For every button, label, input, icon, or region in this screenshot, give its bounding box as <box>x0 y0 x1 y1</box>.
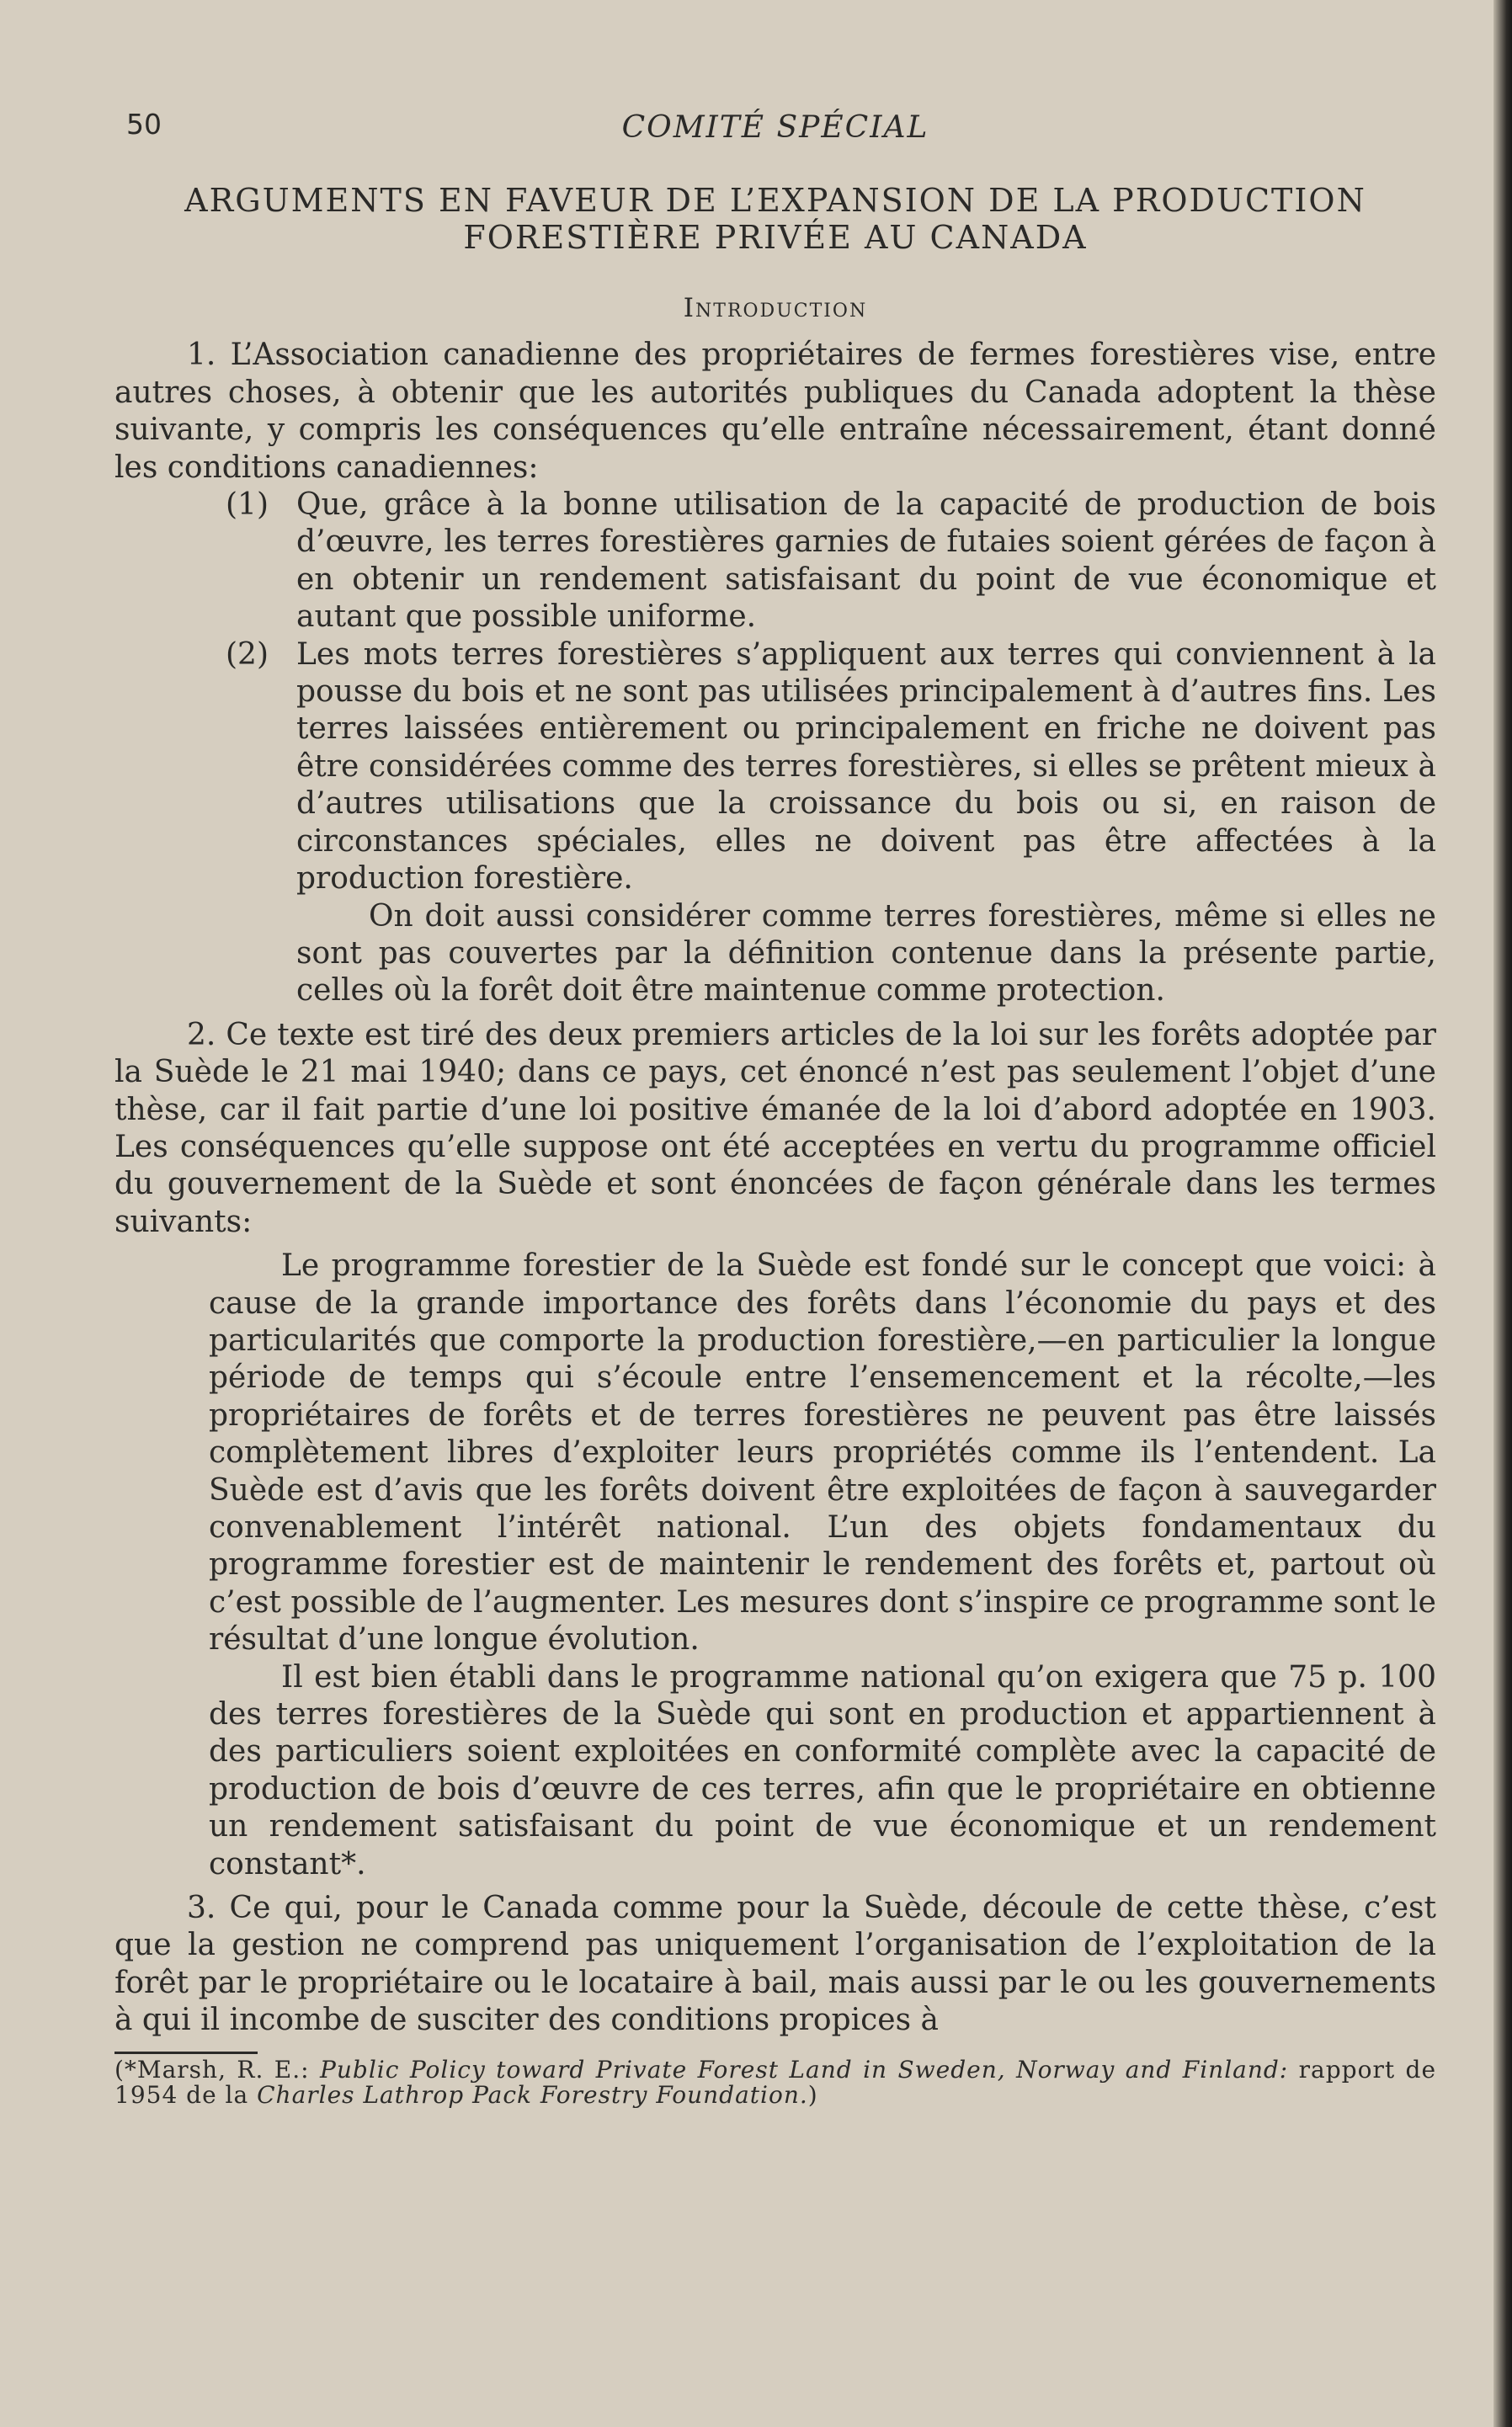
running-head: COMITÉ SPÉCIAL <box>621 110 929 145</box>
paragraph-1: 1. L’Association canadienne des propriétaires de fermes forestières vise, entre autres choses, à obtenir que les autorités publiques du Canada adoptent la thèse suivante, y compris les conséquences qu’elle entraîne nécessairement, étant donné les conditions canadiennes: <box>114 338 1436 485</box>
footnote <box>114 2057 1436 2108</box>
footnote-title: Public Policy toward Private Forest Land in Sweden, Norway and Finland: <box>320 2055 1289 2084</box>
text-block <box>114 101 1436 2108</box>
list-item-2-continuation: On doit aussi considérer comme terres forestières, même si elles ne sont pas couvertes par la définition contenue dans la présente partie, celles où la forêt doit être maintenue comme protection. <box>296 898 1436 1009</box>
page-number: 50 <box>126 108 162 141</box>
section-title <box>114 182 1436 256</box>
list-item-1-number: (1) <box>226 487 269 523</box>
list-item-2-text: Les mots terres forestières s’appliquent aux terres qui conviennent à la pousse du bois et ne sont pas utilisées principalement à d’autres fins. Les terres laissées entièrement ou principalement en friche ne doivent pas être considérées comme des terres forestières, si elles se prêtent mieux à d’autres utilisations que la croissance du bois ou si, en raison de circonstances spéciales, elles ne doivent pas être affectées à la production forestière. <box>296 636 1436 897</box>
footnote-middle: rapport de 1954 de la <box>114 2055 1437 2109</box>
spacer <box>114 1010 1436 1017</box>
footnote-org: Charles Lathrop Pack Forestry Foundation. <box>257 2080 808 2109</box>
subsection-heading: Introduction <box>683 293 868 323</box>
page-edge-shadow <box>1493 0 1512 2427</box>
list-item-2 <box>114 636 1436 898</box>
footnote-prefix: (*Marsh, R. E.: <box>114 2055 321 2084</box>
section-title-line-1: ARGUMENTS EN FAVEUR DE L’EXPANSION DE LA PRODUCTION <box>184 182 1366 219</box>
list-item-1-text: Que, grâce à la bonne utilisation de la capacité de production de bois d’œuvre, les terres forestières garnies de futaies soient gérées de façon à en obtenir un rendement satisfaisant du point de vue économique et autant que possible uniforme. <box>296 487 1436 635</box>
spacer <box>114 1241 1436 1248</box>
section-title-line-2: FORESTIÈRE PRIVÉE AU CANADA <box>463 219 1088 256</box>
page-header <box>114 101 1436 153</box>
block-quote-1: Le programme forestier de la Suède est fondé sur le concept que voici: à cause de la grande importance des forêts dans l’économie du pays et des particularités que comporte la production forestière,—en particulier la longue période de temps qui s’écoule entre l’ensemencement et la récolte,—les propriétaires de forêts et de terres forestières ne peuvent pas être laissés complètement libres d’exploiter leurs propriétés comme ils l’entendent. La Suède est d’avis que les forêts doivent être exploitées de façon à sauvegarder convenablement l’intérêt national. L’un des objets fondamentaux du programme forestier est de maintenir le rendement des forêts et, partout où c’est possible de l’augmenter. Les mesures dont s’inspire ce programme sont le résultat d’une longue évolution. <box>209 1248 1436 1658</box>
block-quote-2: Il est bien établi dans le programme national qu’on exigera que 75 p. 100 des terres forestières de la Suède qui sont en production et appartiennent à des particuliers soient exploitées en conformité complète avec la capacité de production de bois d’œuvre de ces terres, afin que le propriétaire en obtienne un rendement satisfaisant du point de vue économique et un rendement constant*. <box>209 1659 1436 1881</box>
footnote-suffix: ) <box>807 2080 818 2109</box>
paragraph-2: 2. Ce texte est tiré des deux premiers articles de la loi sur les forêts adoptée par la Suède le 21 mai 1940; dans ce pays, cet énoncé n’est pas seulement l’objet d’une thèse, car il fait partie d’une loi positive émanée de la loi d’abord adoptée en 1903. Les conséquences qu’elle suppose ont été acceptées en vertu du programme officiel du gouvernement de la Suède et sont énoncées de façon générale dans les termes suivants: <box>114 1017 1436 1239</box>
list-item-2-number: (2) <box>226 636 269 672</box>
footnote-rule <box>114 2052 258 2054</box>
list-item-1 <box>114 487 1436 636</box>
paragraph-3: 3. Ce qui, pour le Canada comme pour la Suède, découle de cette thèse, c’est que la gestion ne comprend pas uniquement l’organisation de l’exploitation de la forêt par le propriétaire ou le locataire à bail, mais aussi par le ou les gouvernements à qui il incombe de susciter des conditions propices à <box>114 1891 1436 2038</box>
spacer <box>114 1883 1436 1890</box>
